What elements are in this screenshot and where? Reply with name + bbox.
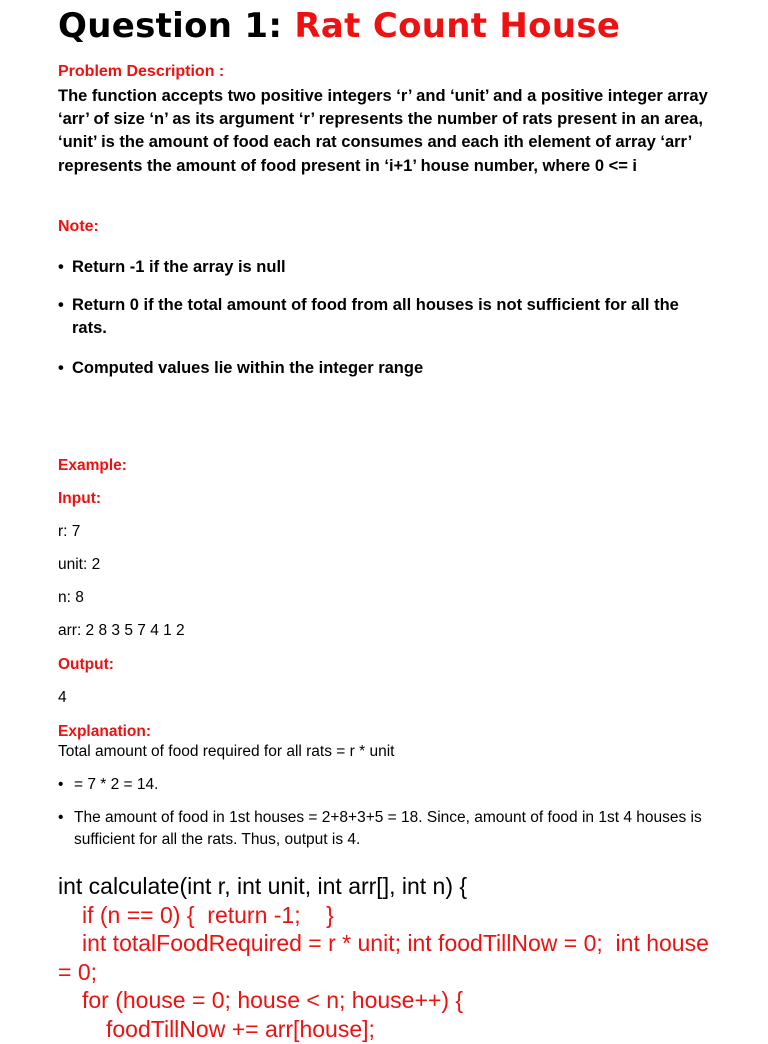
- code-line: foodTillNow += arr[house];: [106, 1015, 375, 1042]
- input-n: n: 8: [58, 589, 84, 606]
- problem-description-text: The function accepts two positive integers ‘r’ and ‘unit’ and a positive integer array ‘arr’ of size ‘n’ as its argument ‘r’ represents the number of rats present in an area, ‘unit’ is the amount of food each rat consumes and each ith element of array ‘arr’ represents the amount of food present in ‘i+1’ house number, where 0 <= i: [58, 87, 708, 175]
- input-arr: arr: 2 8 3 5 7 4 1 2: [58, 622, 185, 639]
- explanation-item-text: = 7 * 2 = 14.: [74, 776, 159, 793]
- problem-description-label: Problem Description :: [58, 63, 225, 80]
- explanation-item-text: The amount of food in 1st houses = 2+8+3+5 = 18. Since, amount of food in 1st 4 houses is sufficient for all the rats. Thus, output is 4.: [74, 809, 702, 848]
- code-line: if (n == 0) { return -1; }: [82, 901, 334, 928]
- code-line: for (house = 0; house < n; house++) {: [82, 987, 464, 1014]
- explanation-label: Explanation:: [58, 723, 152, 740]
- note-item-text: Return 0 if the total amount of food from all houses is not sufficient for all the rats.: [72, 296, 679, 337]
- code-block: [58, 872, 718, 1044]
- page-title: [58, 6, 620, 46]
- note-item: [58, 294, 718, 340]
- title-name: Rat Count House: [294, 6, 621, 46]
- output-value: 4: [58, 689, 67, 706]
- bullet-icon: •: [58, 359, 64, 377]
- code-line: int totalFoodRequired = r * unit; int foodTillNow = 0; int house = 0;: [58, 930, 716, 985]
- bullet-icon: •: [58, 296, 64, 314]
- code-line: int calculate(int r, int unit, int arr[], int n) {: [58, 873, 468, 899]
- note-item-text: Return -1 if the array is null: [72, 258, 286, 276]
- input-label: Input:: [58, 490, 102, 507]
- title-prefix: Question 1:: [58, 6, 295, 46]
- note-item: [58, 256, 718, 279]
- note-label: Note:: [58, 218, 99, 235]
- explanation-text: Total amount of food required for all rats = r * unit: [58, 743, 395, 760]
- output-label: Output:: [58, 656, 114, 673]
- bullet-icon: •: [58, 809, 64, 826]
- bullet-icon: •: [58, 776, 64, 793]
- note-item-text: Computed values lie within the integer range: [72, 359, 424, 377]
- input-r: r: 7: [58, 523, 81, 540]
- input-unit: unit: 2: [58, 556, 101, 573]
- explanation-item: [58, 807, 718, 851]
- example-label: Example:: [58, 457, 127, 474]
- bullet-icon: •: [58, 258, 64, 276]
- note-item: [58, 357, 718, 380]
- explanation-item: [58, 774, 718, 796]
